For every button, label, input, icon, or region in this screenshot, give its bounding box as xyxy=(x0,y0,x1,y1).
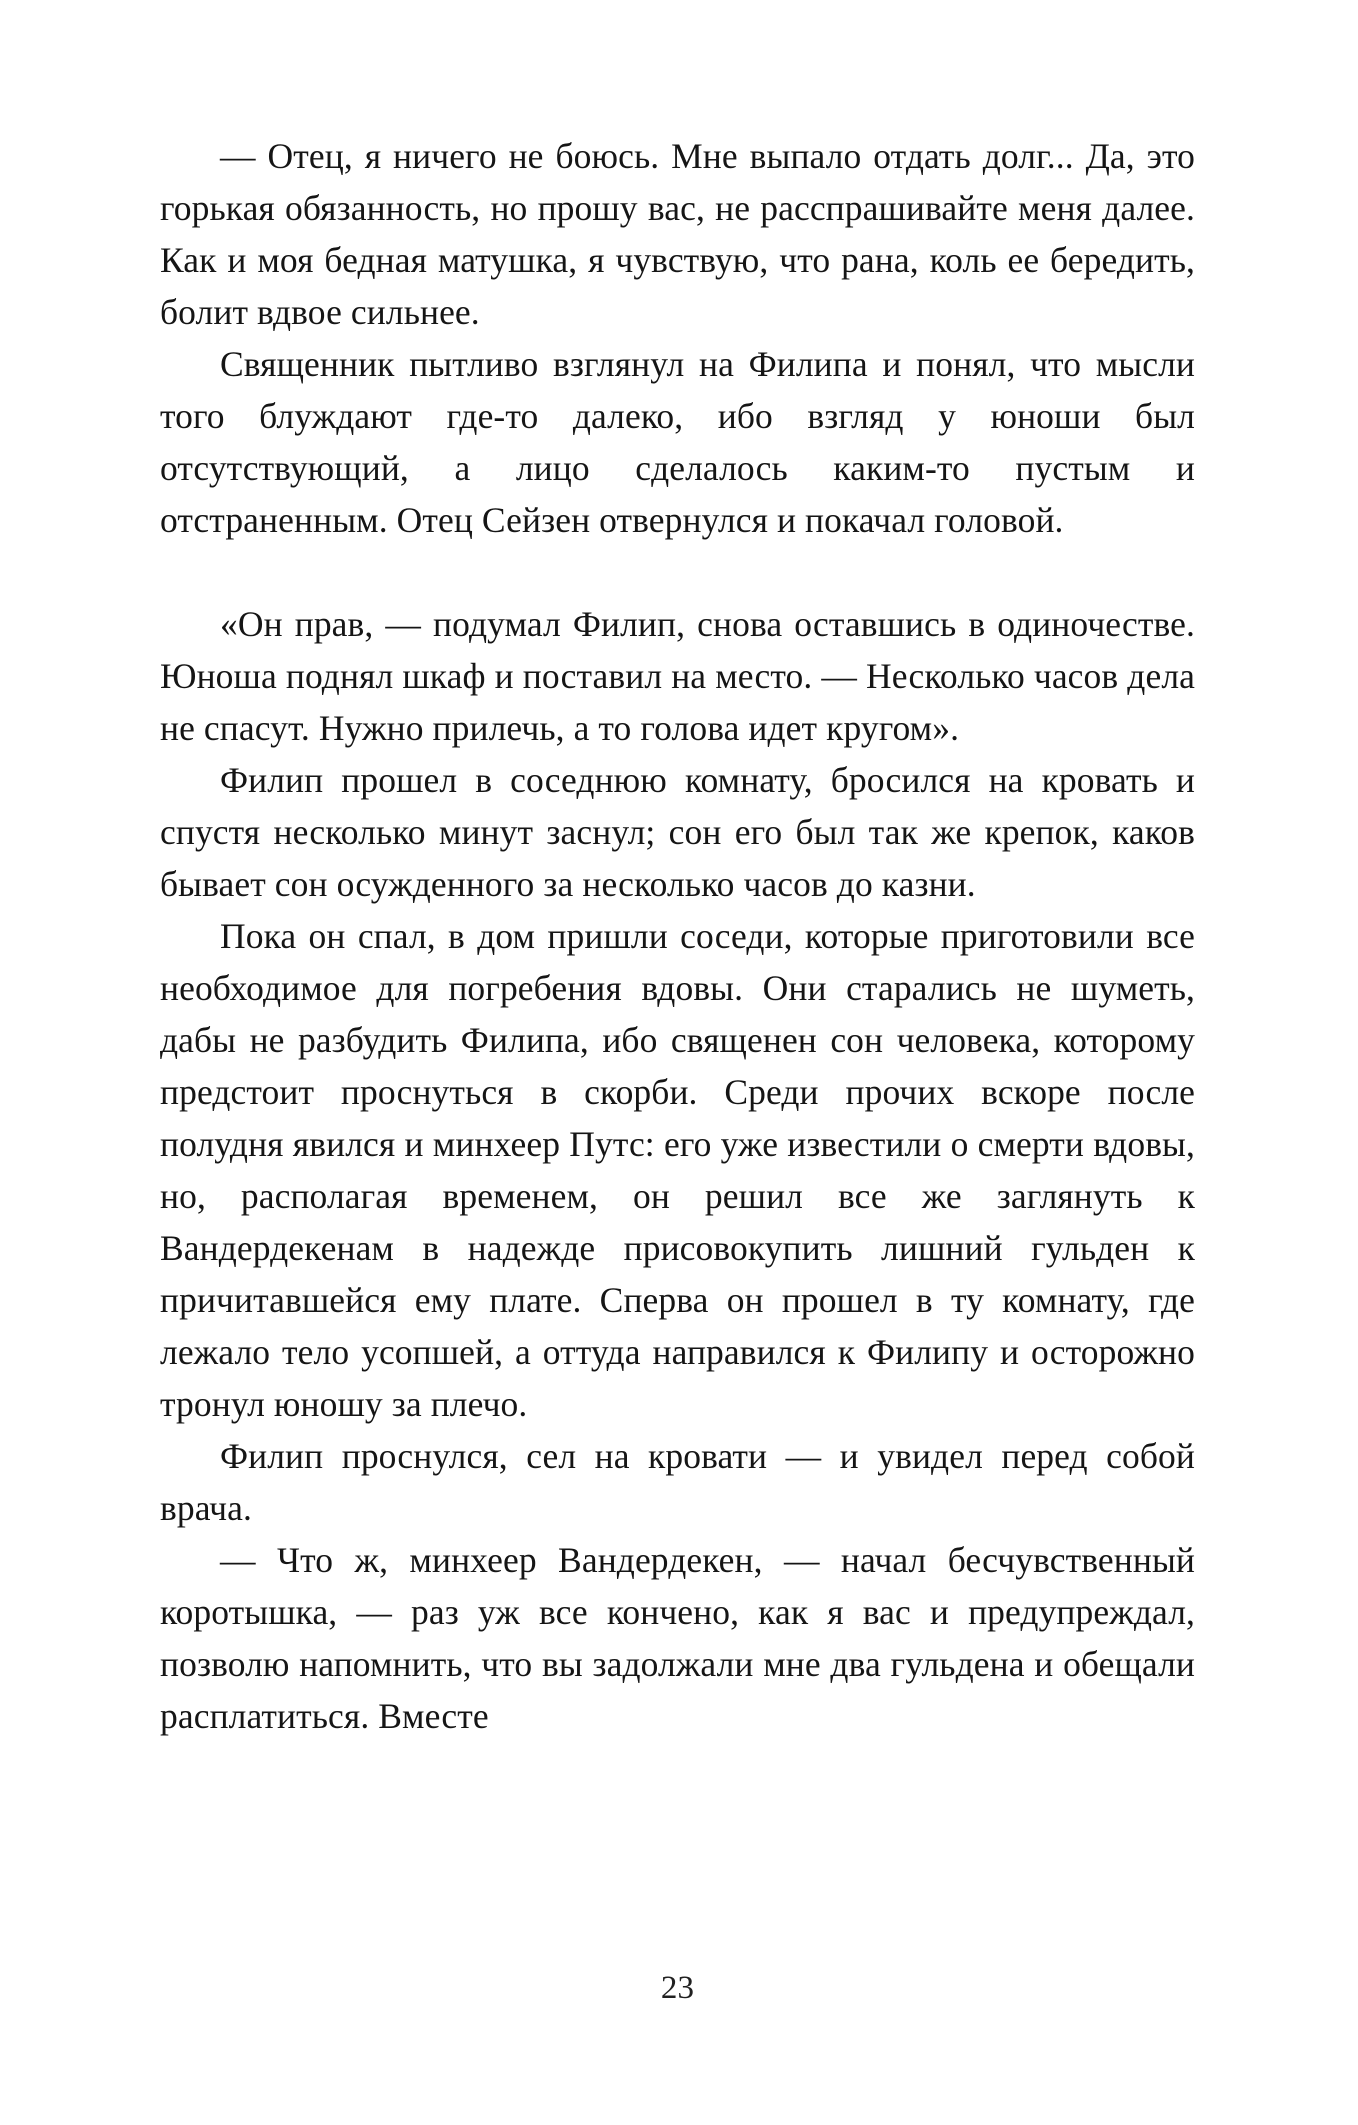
paragraph-thought: «Он прав, — подумал Филип, снова оставшись в одиночестве. Юноша поднял шкаф и поставил на место. — Несколько часов дела не спасут. Нужно прилечь, а то голова идет кругом». xyxy=(160,604,1195,748)
paragraph-neighbors: Пока он спал, в дом пришли соседи, которые приготовили все необходимое для погребения вдовы. Они старались не шуметь, дабы не разбудить Филипа, ибо священен сон человека, которому предстоит проснуться в скорби. Среди прочих вскоре после полудня явился и минхеер Путс: его уже известили о смерти вдовы, но, располагая временем, он решил все же заглянуть к Вандердекенам в надежде присовокупить лишний гульден к причитавшейся ему плате. Сперва он прошел в ту комнату, где лежало тело усопшей, а оттуда направился к Филипу и осторожно тронул юношу за плечо. xyxy=(160,916,1195,1424)
paragraph-dialogue-1: — Отец, я ничего не боюсь. Мне выпало отдать долг... Да, это горькая обязанность, но прошу вас, не расспрашивайте меня далее. Как и моя бедная матушка, я чувствую, что рана, коль ее бередить, болит вдвое сильнее. xyxy=(160,136,1195,332)
paragraph-doctor-speech: — Что ж, минхеер Вандердекен, — начал бесчувственный коротышка, — раз уж все кончено, как я вас и предупреждал, позволю напомнить, что вы задолжали мне два гульдена и обещали расплатиться. Вместе xyxy=(160,1540,1195,1736)
paragraph-priest: Священник пытливо взглянул на Филипа и понял, что мысли того блуждают где-то далеко, ибо взгляд у юноши был отсутствующий, а лицо сделалось каким-то пустым и отстраненным. Отец Сейзен отвернулся и покачал головой. xyxy=(160,344,1195,540)
page-number: 23 xyxy=(660,1970,695,2006)
paragraph-sleep: Филип прошел в соседнюю комнату, бросился на кровать и спустя несколько минут заснул; сон его был так же крепок, каков бывает сон осужденного за несколько часов до казни. xyxy=(160,760,1195,904)
section-break xyxy=(160,546,1195,598)
book-page xyxy=(160,130,1195,2006)
paragraph-wake: Филип проснулся, сел на кровати — и увидел перед собой врача. xyxy=(160,1436,1195,1528)
